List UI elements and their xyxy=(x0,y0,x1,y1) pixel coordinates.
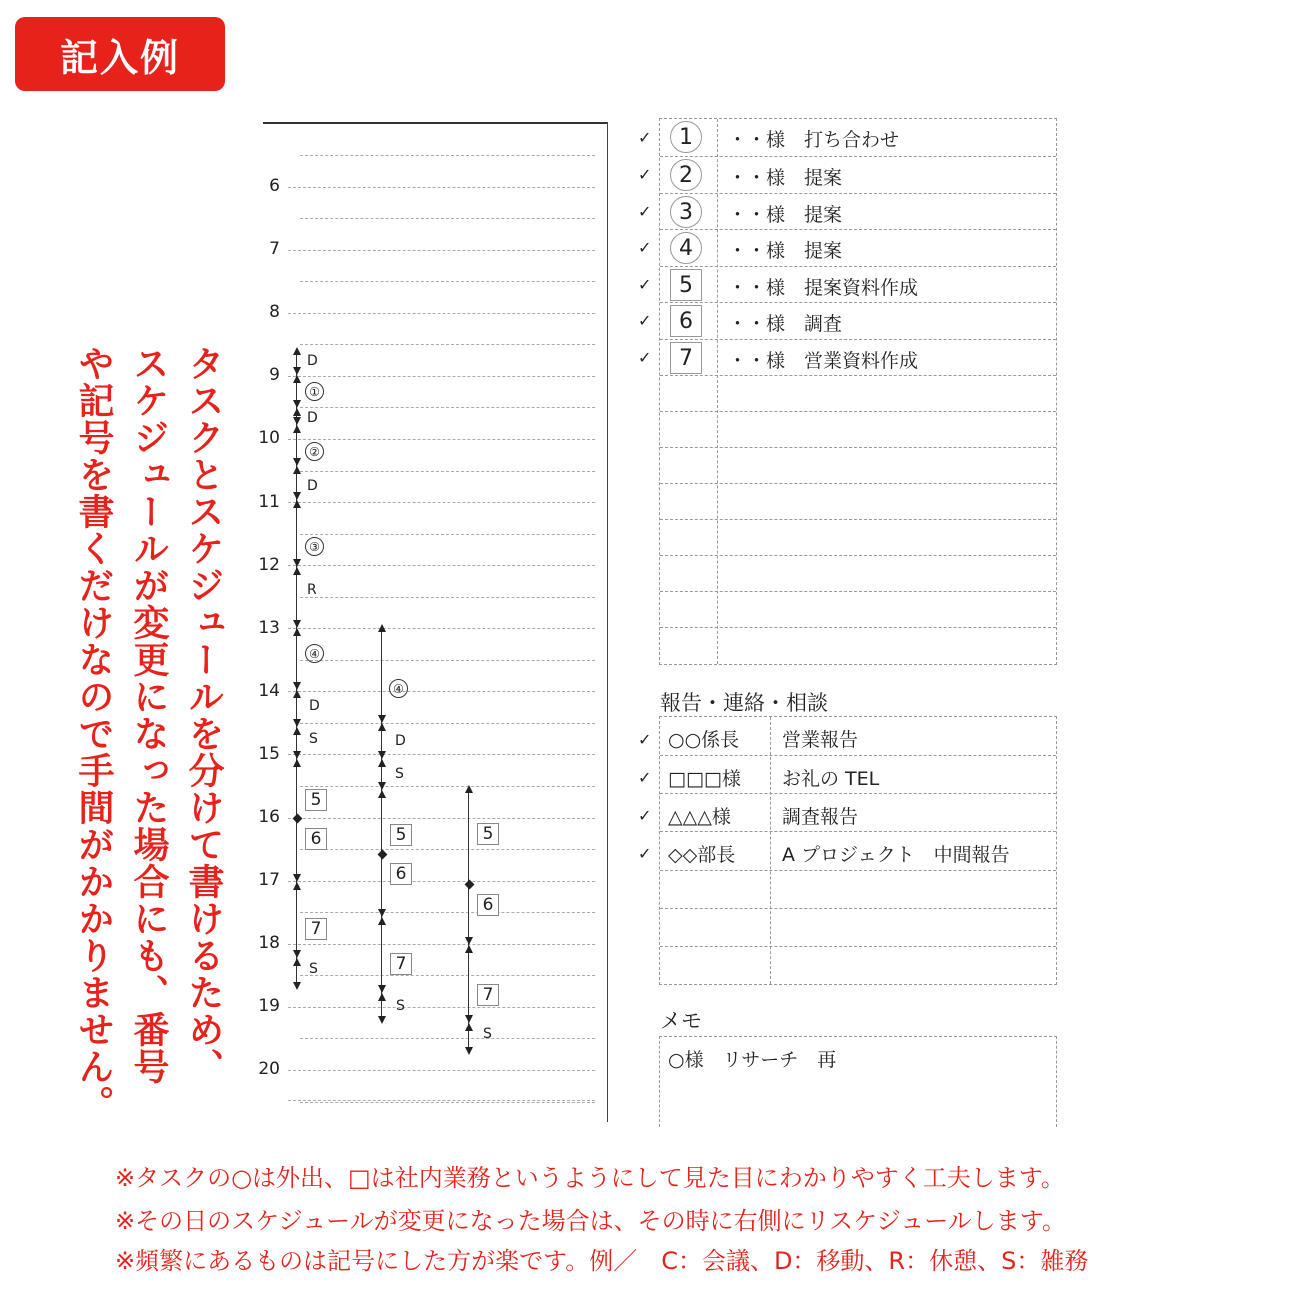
check-icon: ✓ xyxy=(638,275,652,294)
schedule-end xyxy=(465,1047,473,1055)
task-row[interactable] xyxy=(660,119,1056,156)
task-row-empty[interactable] xyxy=(660,375,1056,413)
schedule-tick xyxy=(378,751,386,759)
grid-line xyxy=(288,439,595,440)
schedule-start xyxy=(465,785,473,793)
task-number: 2 xyxy=(670,159,702,191)
task-number: 3 xyxy=(670,196,702,228)
check-icon: ✓ xyxy=(638,311,652,330)
report-row-empty[interactable] xyxy=(660,908,1056,947)
schedule-tick xyxy=(293,567,301,575)
schedule-line-1 xyxy=(296,352,297,985)
hour-label: 16 xyxy=(258,807,280,827)
grid-line xyxy=(300,471,595,472)
hour-label: 11 xyxy=(258,491,280,512)
task-text: ・・様 提案資料作成 xyxy=(728,277,919,299)
grid-line xyxy=(288,502,595,503)
grid-line xyxy=(300,849,595,850)
schedule-tick xyxy=(293,759,301,767)
report-row-empty[interactable] xyxy=(660,870,1056,909)
task-list xyxy=(659,118,1057,665)
schedule-tick xyxy=(293,466,301,474)
grid-line xyxy=(288,881,595,882)
schedule-label: 5 xyxy=(390,824,412,846)
check-icon: ✓ xyxy=(638,806,652,825)
schedule-tick xyxy=(293,682,301,690)
timeline-divider xyxy=(607,122,608,1122)
check-icon: ✓ xyxy=(638,844,652,863)
task-text: ・・様 打ち合わせ xyxy=(728,129,900,151)
task-row-empty[interactable] xyxy=(660,627,1056,665)
message-column-2: スケジュールが変更になった場合にも、番号 xyxy=(128,345,169,1085)
grid-line xyxy=(300,975,595,976)
task-row-empty[interactable] xyxy=(660,519,1056,557)
schedule-start xyxy=(378,624,386,632)
schedule-tick xyxy=(465,945,473,953)
grid-line xyxy=(300,1038,595,1039)
schedule-label: D xyxy=(307,410,318,426)
footnote: ※その日のスケジュールが変更になった場合は、その時に右側にリスケジュールします。 xyxy=(115,1207,1066,1235)
footnote: ※タスクの○は外出、□は社内業務というようにして見た目にわかりやすく工夫します。 xyxy=(115,1164,1065,1192)
schedule-tick xyxy=(465,1023,473,1031)
task-row[interactable] xyxy=(660,266,1056,304)
task-text: ・・様 提案 xyxy=(728,204,843,226)
check-icon: ✓ xyxy=(638,238,652,257)
schedule-label: S xyxy=(483,1026,492,1042)
schedule-tick xyxy=(378,782,386,790)
hour-label: 19 xyxy=(258,996,280,1017)
hour-label: 15 xyxy=(258,743,280,764)
hour-label: 10 xyxy=(258,428,280,449)
hour-label: 20 xyxy=(258,1059,280,1080)
grid-line xyxy=(300,155,595,156)
grid-line xyxy=(288,628,595,629)
message-column-1: タスクとスケジュールを分けて書けるため、 xyxy=(183,345,224,1085)
task-text: ・・様 提案 xyxy=(728,240,843,262)
schedule-label: 6 xyxy=(390,863,412,885)
schedule-tick xyxy=(293,882,301,890)
schedule-tick xyxy=(293,400,301,408)
grid-line xyxy=(288,944,595,945)
schedule-tick xyxy=(378,759,386,767)
schedule-tick xyxy=(378,985,386,993)
schedule-tick xyxy=(293,958,301,966)
grid-line xyxy=(300,281,595,282)
schedule-tick xyxy=(465,1015,473,1023)
schedule-tick xyxy=(293,628,301,636)
check-icon: ✓ xyxy=(638,165,652,184)
grid-line xyxy=(288,376,595,377)
schedule-tick xyxy=(293,375,301,383)
grid-line xyxy=(288,754,595,755)
task-number: 6 xyxy=(670,305,702,337)
grid-line xyxy=(288,1070,595,1071)
report-what: 調査報告 xyxy=(782,806,859,828)
schedule-label: D xyxy=(309,698,320,714)
schedule-tick xyxy=(293,417,301,425)
report-who: □□□様 xyxy=(668,768,741,790)
grid-line xyxy=(288,187,595,188)
check-icon: ✓ xyxy=(638,348,652,367)
schedule-line-3 xyxy=(468,790,469,1050)
grid-line xyxy=(288,250,595,251)
grid-line xyxy=(288,1007,595,1008)
report-row[interactable] xyxy=(660,793,1056,832)
check-icon: ✓ xyxy=(638,730,652,749)
footnote: ※頻繁にあるものは記号にした方が楽です。例／ C：会議、D：移動、R：休憩、S：雑務 xyxy=(115,1247,1089,1275)
task-row-empty[interactable] xyxy=(660,411,1056,449)
schedule-label: 7 xyxy=(390,953,412,975)
task-row[interactable] xyxy=(660,229,1056,267)
schedule-label: ① xyxy=(305,382,324,401)
schedule-label: ④ xyxy=(389,679,408,698)
report-row[interactable] xyxy=(660,831,1056,870)
hour-label: 7 xyxy=(269,239,280,260)
schedule-label: D xyxy=(395,733,406,749)
hour-label: 9 xyxy=(269,365,280,386)
grid-line xyxy=(300,597,595,598)
schedule-label: D xyxy=(307,353,318,369)
grid-line xyxy=(300,660,595,661)
schedule-tick xyxy=(465,937,473,945)
grid-line xyxy=(288,818,595,819)
report-who: ◇◇部長 xyxy=(668,844,736,866)
grid-line xyxy=(300,344,595,345)
schedule-label: D xyxy=(307,478,318,494)
memo-section-title: メモ xyxy=(660,1009,702,1033)
report-row[interactable] xyxy=(660,755,1056,794)
report-row[interactable] xyxy=(660,717,1056,755)
schedule-label: 6 xyxy=(477,894,499,916)
report-who: ○○係長 xyxy=(668,729,740,751)
schedule-tick xyxy=(378,723,386,731)
report-row-empty[interactable] xyxy=(660,946,1056,985)
schedule-label: 5 xyxy=(305,789,327,811)
report-section-title: 報告・連絡・相談 xyxy=(660,691,828,715)
schedule-label: S xyxy=(309,731,318,747)
schedule-tick xyxy=(293,492,301,500)
schedule-line-2 xyxy=(381,630,382,1020)
grid-line xyxy=(300,1102,595,1103)
schedule-start xyxy=(293,347,301,355)
timeline-top-rule xyxy=(263,122,608,124)
task-row-empty[interactable] xyxy=(660,591,1056,629)
task-number: 7 xyxy=(670,342,702,374)
grid-line xyxy=(300,218,595,219)
schedule-label: 7 xyxy=(305,918,327,940)
grid-line xyxy=(300,407,595,408)
hour-label: 12 xyxy=(258,554,280,575)
schedule-tick xyxy=(378,715,386,723)
grid-line xyxy=(300,912,595,913)
schedule-label: S xyxy=(309,961,318,977)
task-number: 5 xyxy=(670,269,702,301)
schedule-label: S xyxy=(396,998,405,1014)
schedule-tick xyxy=(293,408,301,416)
report-what: A プロジェクト 中間報告 xyxy=(782,844,1010,866)
hour-label: 13 xyxy=(258,617,280,638)
schedule-label: S xyxy=(395,766,404,782)
schedule-tick xyxy=(293,367,301,375)
memo-box[interactable] xyxy=(659,1036,1057,1127)
task-row-empty[interactable] xyxy=(660,483,1056,521)
task-text: ・・様 営業資料作成 xyxy=(728,350,919,372)
memo-text: ○様 リサーチ 再 xyxy=(668,1049,837,1071)
hour-label: 17 xyxy=(258,870,280,891)
hour-label: 18 xyxy=(258,933,280,954)
schedule-tick xyxy=(293,950,301,958)
task-row-empty[interactable] xyxy=(660,555,1056,593)
check-icon: ✓ xyxy=(638,202,652,221)
report-what: 営業報告 xyxy=(782,729,859,751)
schedule-tick xyxy=(378,790,386,798)
schedule-marker xyxy=(378,850,388,860)
check-icon: ✓ xyxy=(638,768,652,787)
schedule-tick xyxy=(293,500,301,508)
schedule-tick xyxy=(293,727,301,735)
grid-line xyxy=(288,565,595,566)
report-who: △△△様 xyxy=(668,806,731,828)
task-text: ・・様 調査 xyxy=(728,313,843,335)
schedule-tick xyxy=(293,620,301,628)
schedule-label: 5 xyxy=(477,823,499,845)
schedule-end xyxy=(378,1016,386,1024)
task-number: 4 xyxy=(670,232,702,264)
message-column-3: や記号を書くだけなので手間がかかりません。 xyxy=(73,345,114,1122)
grid-line xyxy=(300,786,595,787)
schedule-label: 7 xyxy=(477,984,499,1006)
task-text: ・・様 提案 xyxy=(728,167,843,189)
grid-line xyxy=(288,313,595,314)
report-table xyxy=(659,716,1057,985)
task-row[interactable] xyxy=(660,156,1056,194)
schedule-tick xyxy=(378,917,386,925)
schedule-tick xyxy=(378,993,386,1001)
schedule-label: 6 xyxy=(305,828,327,850)
schedule-label: ③ xyxy=(305,537,324,556)
schedule-marker xyxy=(293,814,303,824)
hour-label: 8 xyxy=(269,302,280,323)
report-what: お礼の TEL xyxy=(782,768,880,790)
schedule-tick xyxy=(293,751,301,759)
schedule-tick xyxy=(293,690,301,698)
grid-line xyxy=(288,691,595,692)
grid-line xyxy=(300,534,595,535)
schedule-label: R xyxy=(307,582,317,598)
task-number: 1 xyxy=(670,121,702,153)
task-row-empty[interactable] xyxy=(660,447,1056,485)
grid-line xyxy=(288,1100,595,1101)
grid-line xyxy=(300,723,595,724)
check-icon: ✓ xyxy=(638,128,652,147)
schedule-tick xyxy=(293,719,301,727)
schedule-label: ② xyxy=(305,442,324,461)
hour-label: 6 xyxy=(269,176,280,196)
task-row[interactable] xyxy=(660,193,1056,231)
hour-label: 14 xyxy=(258,680,280,701)
task-row[interactable] xyxy=(660,302,1056,340)
schedule-tick xyxy=(293,874,301,882)
example-badge: 記入例 xyxy=(15,17,225,91)
task-row[interactable] xyxy=(660,339,1056,377)
schedule-tick xyxy=(378,909,386,917)
schedule-end xyxy=(293,982,301,990)
schedule-tick xyxy=(293,458,301,466)
schedule-label: ④ xyxy=(305,644,324,663)
schedule-tick xyxy=(293,425,301,433)
schedule-tick xyxy=(293,559,301,567)
